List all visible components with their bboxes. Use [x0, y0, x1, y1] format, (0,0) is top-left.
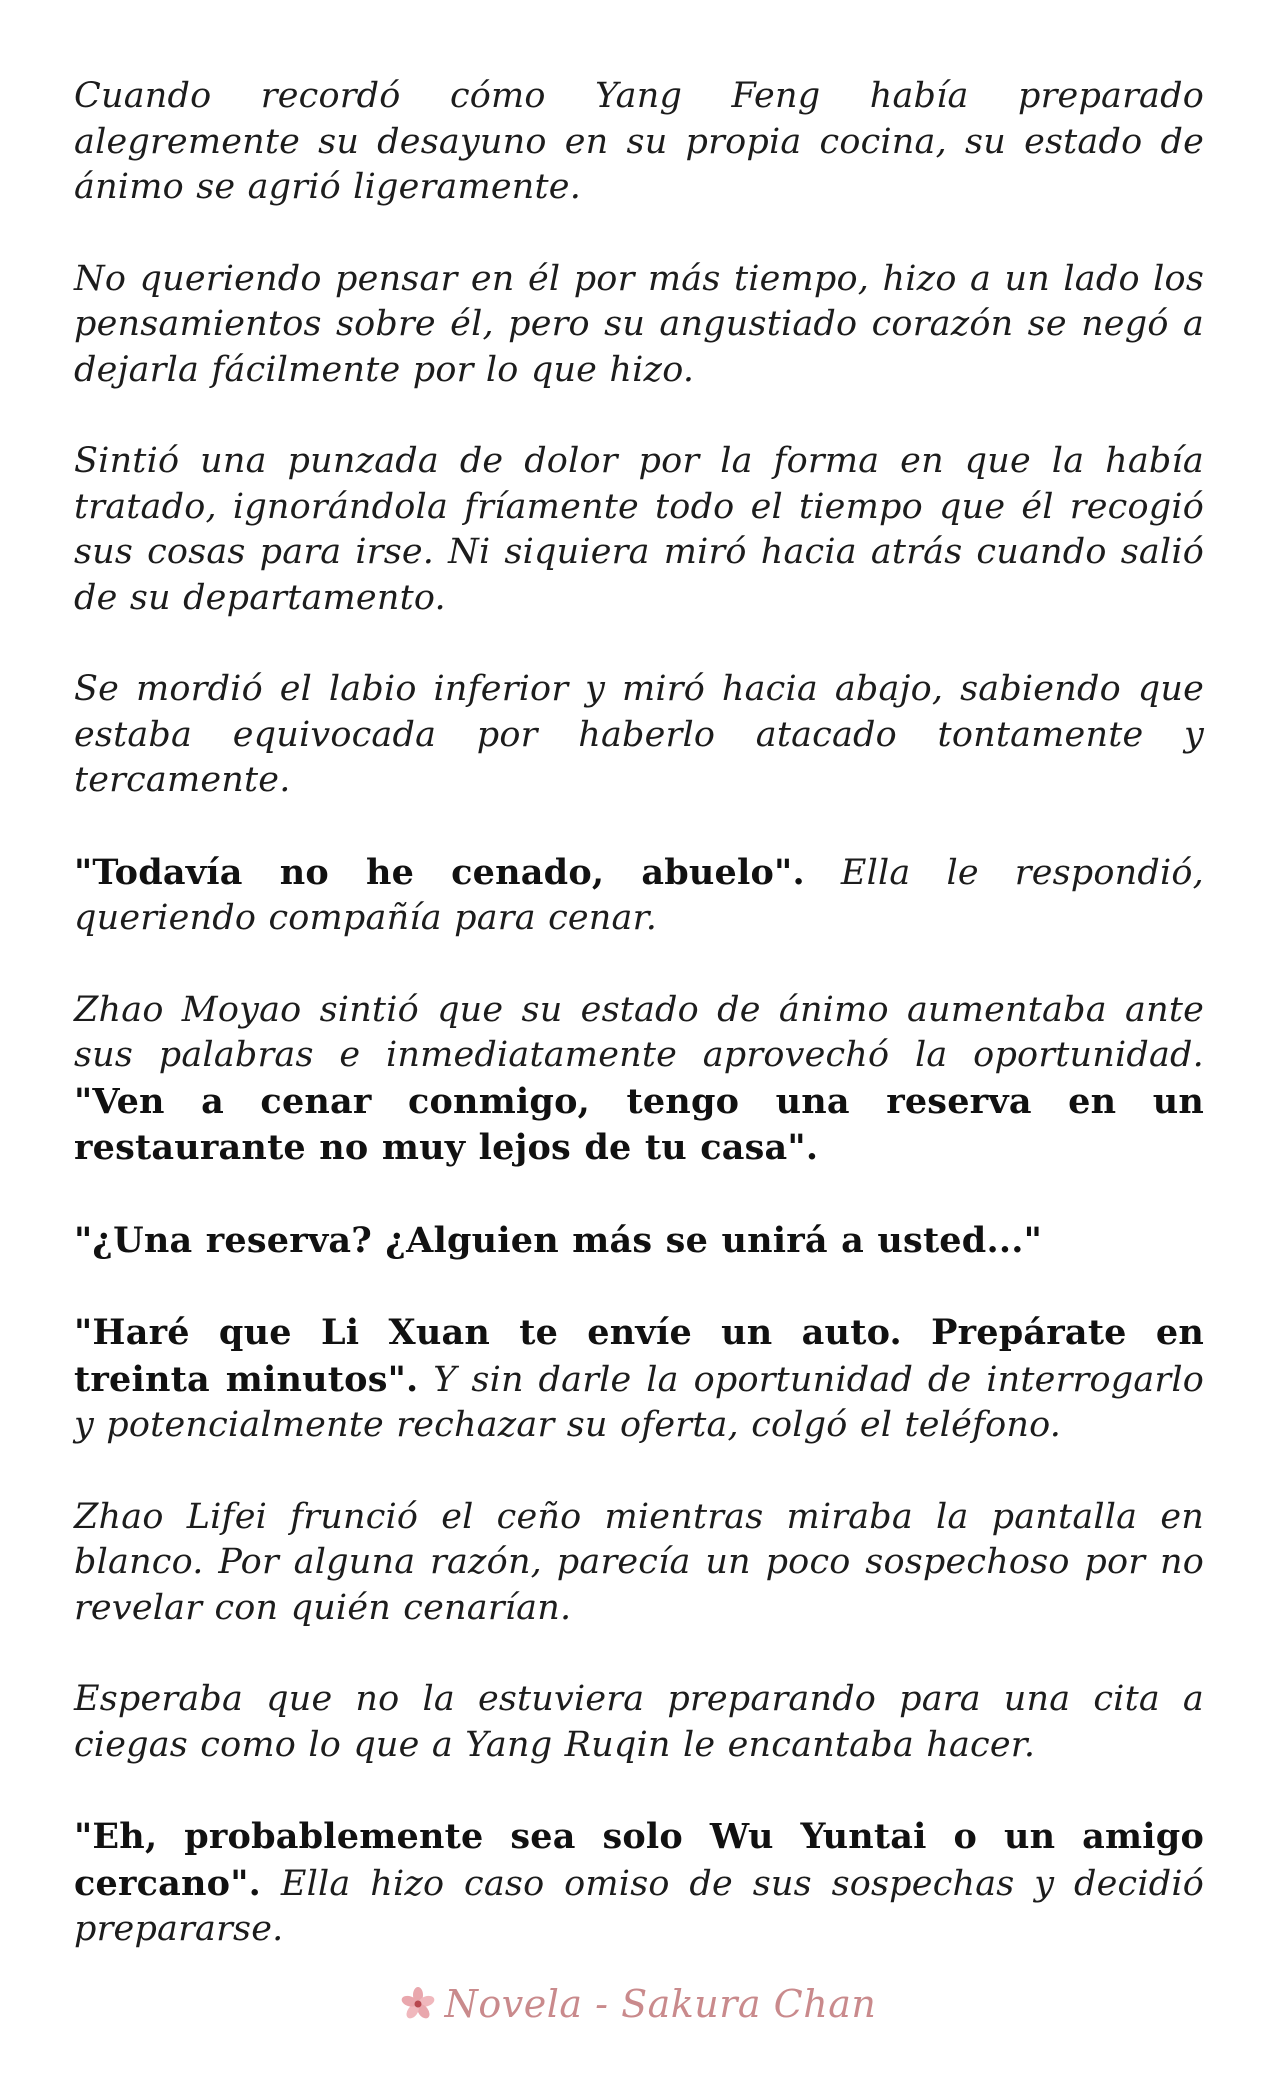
narration-text: Se mordió el labio inferior y miró hacia abajo, sabiendo que estaba equivocada por haberlo atacado tontamente y tercamente.: [74, 669, 1204, 800]
watermark-text: Novela - Sakura Chan: [444, 1982, 877, 2026]
narration-text: Esperaba que no la estuviera preparando para una cita a ciegas como lo que a Yang Ruqin le encantaba hacer.: [74, 1679, 1204, 1765]
dialogue-text: "Haré que Li Xuan te envíe un auto. Prepárate en treinta minutos".: [74, 1312, 1204, 1400]
dialogue-text: "Ven a cenar conmigo, tengo una reserva en un restaurante no muy lejos de tu casa".: [74, 1080, 1204, 1168]
dialogue-text: "Eh, probablemente sea solo Wu Yuntai o un amigo cercano".: [74, 1816, 1204, 1904]
paragraph: [74, 667, 1204, 804]
narration-text: Cuando recordó cómo Yang Feng había preparado alegremente su desayuno en su propia cocina, su estado de ánimo se agrió ligeramente.: [74, 76, 1204, 207]
narration-text: No queriendo pensar en él por más tiempo, hizo a un lado los pensamientos sobre él, pero su angustiado corazón se negó a dejarla fácilmente por lo que hizo.: [74, 258, 1204, 390]
paragraph: [74, 1310, 1204, 1449]
paragraph: [74, 1495, 1204, 1632]
dialogue-text: "Todavía no he cenado, abuelo".: [74, 851, 805, 893]
paragraph: [74, 850, 1204, 942]
paragraph: [74, 439, 1204, 621]
narration-text: Y sin darle la oportunidad de interrogarlo y potencialmente rechazar su oferta, colgó el teléfono.: [74, 1359, 1204, 1445]
narration-text: Zhao Moyao sintió que su estado de ánimo aumentaba ante sus palabras e inmediatamente aprovechó la oportunidad.: [74, 989, 1204, 1075]
watermark-footer: [0, 1982, 1275, 2026]
paragraph: [74, 74, 1204, 211]
paragraph: [74, 1218, 1204, 1265]
paragraph: [74, 1677, 1204, 1768]
document-body: [74, 74, 1204, 1999]
narration-text: Sintió una punzada de dolor por la forma en que la había tratado, ignorándola fríamente todo el tiempo que él recogió sus cosas para irse. Ni siquiera miró hacia atrás cuando salió de su departamento.: [74, 441, 1204, 618]
dialogue-text: "¿Una reserva? ¿Alguien más se unirá a usted...": [74, 1219, 1043, 1261]
narration-text: Ella hizo caso omiso de sus sospechas y decidió prepararse.: [74, 1863, 1204, 1949]
paragraph: [74, 257, 1204, 394]
narration-text: Ella le respondió, queriendo compañía para cenar.: [74, 852, 1204, 938]
paragraph: [74, 1814, 1204, 1953]
narration-text: Zhao Lifei frunció el ceño mientras miraba la pantalla en blanco. Por alguna razón, parecía un poco sospechoso por no revelar con quién cenarían.: [74, 1496, 1204, 1628]
sakura-flower-icon: [399, 1985, 437, 2023]
paragraph: [74, 988, 1204, 1172]
